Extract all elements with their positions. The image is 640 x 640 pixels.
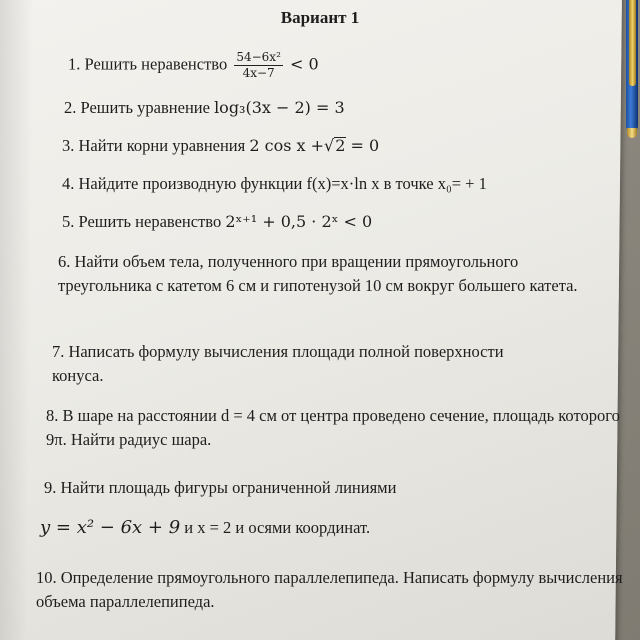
task-1-fraction xyxy=(234,50,283,81)
task-1-inequality: < 0 xyxy=(290,54,319,74)
task-7 xyxy=(52,340,522,388)
sqrt-sign: √ xyxy=(324,136,335,155)
task-6-text: 6. Найти объем тела, полученного при вращении прямоугольного треугольника с катетом 6 см и гипотенузой 10 см вокруг большего катета. xyxy=(58,252,578,295)
page-title: Вариант 1 xyxy=(280,8,360,27)
task-10 xyxy=(36,566,631,614)
task-4 xyxy=(62,172,487,196)
task-3-equation-part2: = 0 xyxy=(350,136,380,155)
task-7-text: 7. Написать формулу вычисления площади полной поверхности конуса. xyxy=(52,342,504,385)
task-9-formula-line xyxy=(40,516,370,540)
fraction-numerator: 54−6x² xyxy=(236,50,281,64)
task-5-inequality: 2ˣ⁺¹ + 0,5 · 2ˣ < 0 xyxy=(225,212,373,231)
task-10-text: 10. Определение прямоугольного параллелепипеда. Написать формулу вычисления объема параллелепипеда. xyxy=(36,568,623,611)
task-9-formula: y = x² − 6x + 9 xyxy=(40,517,181,538)
task-8-text: 8. В шаре на расстоянии d = 4 см от центра проведено сечение, площадь которого 9π. Найти радиус шара. xyxy=(46,406,620,449)
task-3-text: 3. Найти корни уравнения xyxy=(62,136,246,155)
task-1-text: 1. Решить неравенство xyxy=(68,54,228,74)
fraction-denominator: 4x−7 xyxy=(242,66,275,80)
sqrt-radicand: 2 xyxy=(335,136,346,155)
task-5 xyxy=(62,210,372,234)
task-5-text: 5. Решить неравенство xyxy=(62,212,222,231)
task-2 xyxy=(64,96,345,120)
task-9 xyxy=(44,476,396,500)
task-4-text: 4. Найдите производную функции f(x)=x·ln x в точке x₀= + 1 xyxy=(62,174,487,193)
task-3 xyxy=(62,134,379,158)
task-1 xyxy=(68,50,319,81)
task-9-formula-tail: и x = 2 и осями координат. xyxy=(184,518,371,537)
task-6 xyxy=(58,250,598,298)
task-3-equation-part1: 2 cos x + xyxy=(249,136,325,155)
task-2-equation: log₃(3x − 2) = 3 xyxy=(214,98,345,117)
task-2-text: 2. Решить уравнение xyxy=(64,98,210,117)
task-9-text: 9. Найти площадь фигуры ограниченной линиями xyxy=(44,478,397,497)
task-8 xyxy=(46,404,631,452)
